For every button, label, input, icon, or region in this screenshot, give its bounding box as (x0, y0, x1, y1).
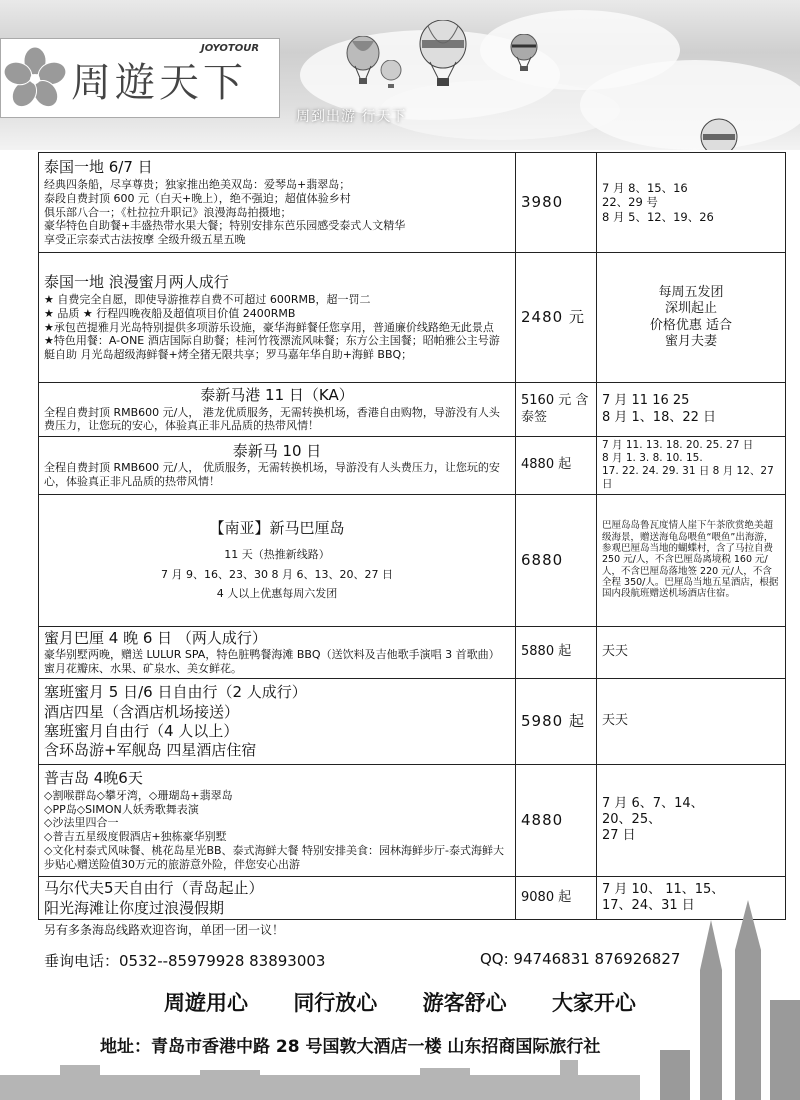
route-detail: 全程自费封顶 RMB600 元/人， 优质服务，无需转换机场，导游没有人头费压力，让您玩的安心，体验真正非凡品质的热带风情！ (44, 461, 500, 489)
mottos (164, 987, 674, 1017)
route-detail: 经典四条船，尽享尊贵；独家推出绝美双岛：爱琴岛+翡翠岛； (44, 178, 351, 191)
route-description (39, 253, 516, 383)
route-detail: 泰段自费封顶 600 元（白天+晚上），绝不强迫；超值体验乡村 (44, 191, 351, 205)
hot-air-balloon-icon (418, 20, 468, 90)
date-line: 天天 (602, 644, 629, 659)
route-price: 5160 元 含泰签 (516, 383, 597, 437)
route-detail: 阳光海滩让你度过浪漫假期 (44, 898, 225, 917)
route-dates (597, 494, 786, 626)
route-description (39, 764, 516, 876)
route-detail: 全程自费封顶 RMB600 元/人， 港龙优质服务，无需转换机场，香港自由购物，导游没有人头费压力，让您玩的安心，体验真正非凡品质的热带风情！ (44, 405, 500, 433)
route-title: 蜜月巴厘 4 晚 6 日 （两人成行） (44, 628, 267, 647)
route-detail: ★ 自费完全自愿，即使导游推荐自费不可超过 600RMB，超一罚二 (44, 293, 371, 306)
table-row (39, 678, 786, 764)
table-row (39, 494, 786, 626)
date-line: 7 月 8、15、16 (602, 180, 688, 195)
date-line: 每周五发团 (658, 285, 724, 300)
route-detail: 酒店四星（含酒店机场接送） (44, 703, 240, 721)
phone-line (44, 950, 325, 971)
date-line: 22、29 号 (602, 195, 658, 210)
route-detail: ◇PP岛◇SIMON人妖秀歌舞表演 (44, 802, 199, 816)
route-description (39, 678, 516, 764)
route-detail: 俱乐部八合一；《杜拉拉升职记》浪漫海岛拍摄地； (44, 205, 292, 219)
hot-air-balloon-icon (510, 34, 538, 74)
route-description (39, 437, 516, 495)
route-detail: 4 人以上优惠每周六发团 (216, 587, 338, 601)
logo (0, 38, 280, 118)
header-banner (0, 0, 800, 150)
motto: 同行放心 (293, 991, 378, 1015)
motto: 游客舒心 (422, 991, 507, 1015)
qq-numbers: QQ: 94746831 876926827 (480, 950, 681, 968)
route-dates (597, 153, 786, 253)
phone-label: 垂询电话： (44, 952, 120, 970)
route-description (39, 494, 516, 626)
route-description (39, 153, 516, 253)
route-detail: 享受正宗泰式古法按摩 全级升级五星五晚 (44, 233, 246, 246)
route-title: 泰国一地 6/7 日 (44, 158, 153, 177)
table-row (39, 153, 786, 253)
sakura-flower-icon (3, 45, 67, 109)
route-dates (597, 383, 786, 437)
route-detail: ★承包芭提雅月光岛特别提供多项游乐设施，豪华海鲜餐任您享用，普通廉价线路绝无此景点 (44, 320, 494, 334)
route-price: 4880 (516, 764, 597, 876)
route-detail: ◇普吉五星级度假酒店+独栋豪华别墅 (44, 830, 227, 844)
route-title: 泰新马 10 日 (232, 441, 322, 460)
date-line: 价格优惠 适合 (649, 317, 733, 333)
routes-table (38, 152, 786, 920)
table-row (39, 764, 786, 876)
table-row (39, 383, 786, 437)
hot-air-balloon-icon (700, 118, 738, 150)
date-line: 8 月 1、18、22 日 (602, 409, 717, 425)
route-detail: 豪华特色自助餐+丰盛热带水果大餐；特别安排东芭乐园感受泰式人文精华 (44, 219, 406, 233)
date-line: 8 月 5、12、19、26 (602, 209, 714, 224)
date-line: 7 月 10、 11、15、 (602, 881, 725, 897)
route-price: 3980 (516, 153, 597, 253)
route-description (39, 626, 516, 678)
route-dates (597, 253, 786, 383)
table-row (39, 253, 786, 383)
date-line: 7 月 11 16 25 (602, 393, 690, 409)
route-detail: 11 天（热推新线路） (224, 547, 330, 561)
route-detail: ◇沙法里四合一 (44, 816, 119, 830)
route-price: 9080 起 (516, 876, 597, 920)
route-title: 泰国一地 浪漫蜜月两人成行 (44, 273, 229, 292)
route-price: 2480 元 (516, 253, 597, 383)
route-detail: 豪华别墅两晚，赠送 LULUR SPA，特色脏鸭餐海滩 BBQ（送饮料及吉他歌手演唱 3 首歌曲）蜜月花瓣床、水果、矿泉水、美女鲜花。 (44, 648, 500, 675)
route-description (39, 383, 516, 437)
date-line: 27 日 (602, 828, 636, 844)
table-row (39, 626, 786, 678)
more-routes-note: 另有多条海岛线路欢迎咨询，单团一团一议！ (44, 923, 285, 937)
route-dates (597, 437, 786, 495)
motto: 周遊用心 (164, 991, 248, 1015)
route-price: 4880 起 (516, 437, 597, 495)
logo-text: 周遊天下 (71, 60, 247, 106)
date-line: 巴厘岛岛鲁瓦度情人崖下午茶欣赏绝美超级海景，赠送海龟岛喂鱼“喂鱼”出海游，参观巴厘岛当地的蝴蝶村，含了马拉自费 250 元/人，不含巴厘岛离境税 160 元/人，不含巴厘岛落地签 220 元/人，不含全程 350/人。巴厘岛当地五星酒店，根据国内段航班赠送机场酒店住宿。 (602, 520, 779, 600)
route-detail: 塞班蜜月自由行（4 人以上） (44, 721, 239, 740)
route-price: 5980 起 (516, 678, 597, 764)
table-row (39, 437, 786, 495)
route-price: 6880 (516, 494, 597, 626)
route-detail: ★特色用餐：A-ONE 酒店国际自助餐；桂河竹筏漂流风味餐；东方公主国餐；昭帕雅公主号游艇自助 月光岛超级海鲜餐+烤全猪无限共享；罗马嘉年华自助+海鲜 BBQ； (44, 334, 500, 361)
hot-air-balloon-icon (380, 60, 402, 90)
address: 地址：青岛市香港中路 28 号国敦大酒店一楼 山东招商国际旅行社 (100, 1037, 601, 1057)
date-line: 天天 (602, 713, 629, 729)
route-detail: ★ 品质 ★ 行程四晚夜船及超值项目价值 2400RMB (44, 306, 296, 320)
motto: 大家开心 (551, 991, 636, 1015)
date-line: 17. 22. 24. 29. 31 日 8 月 12、27 日 (602, 465, 774, 491)
route-dates (597, 626, 786, 678)
route-title: 泰新马港 11 日（KA） (200, 385, 354, 404)
route-detail: 含环岛游+军舰岛 四星酒店住宿 (44, 740, 257, 759)
hot-air-balloon-icon (346, 36, 380, 86)
date-line: 7 月 6、7、14、 (602, 795, 704, 811)
date-line: 20、25、 (602, 812, 662, 828)
date-line: 7 月 11. 13. 18. 20. 25. 27 日 (602, 439, 754, 451)
date-line: 8 月 1. 3. 8. 10. 15. (602, 452, 703, 465)
route-detail: ◇文化村泰式风味餐、桃花岛星光BB、泰式海鲜大餐 特别安排美食：园林海鲜步厅-泰式海鲜大步贴心赠送险值30万元的旅游意外险，伴您安心出游 (44, 843, 505, 871)
phone-numbers: 0532--85979928 83893003 (119, 952, 326, 970)
route-title: 马尔代夫5天自由行（青岛起止） (44, 878, 264, 897)
route-detail: ◇割喉群岛◇攀牙湾，◇珊瑚岛+翡翠岛 (44, 788, 233, 802)
slogan: 周到出游 行天下 (296, 109, 407, 125)
route-title: 普吉岛 4晚6天 (44, 769, 143, 788)
route-dates (597, 678, 786, 764)
date-line: 蜜月夫妻 (664, 333, 717, 349)
date-line: 17、24、31 日 (602, 898, 695, 913)
route-dates (597, 764, 786, 876)
route-price: 5880 起 (516, 626, 597, 678)
route-title: 【南亚】新马巴厘岛 (209, 519, 345, 537)
route-title: 塞班蜜月 5 日/6 日自由行（2 人成行） (44, 683, 307, 702)
route-detail: 7 月 9、16、23、30 8 月 6、13、20、27 日 (161, 567, 393, 581)
logo-english-text: JOYOTOUR (201, 43, 260, 54)
date-line: 深圳起止 (664, 301, 717, 317)
